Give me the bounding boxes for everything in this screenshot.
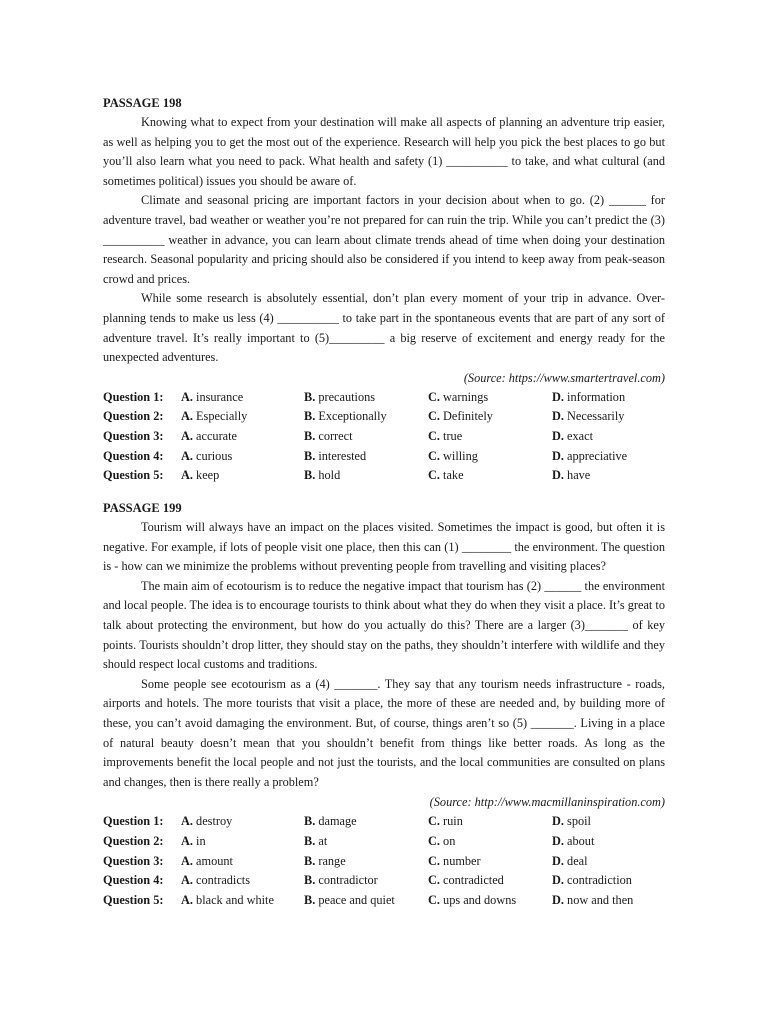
question-row: [103, 427, 662, 447]
option-d: D. Necessarily: [552, 409, 625, 424]
option-a: A. destroy: [181, 814, 233, 829]
option-b: B. at: [304, 833, 328, 848]
option-a: A. keep: [181, 468, 220, 483]
option-d: D. now and then: [552, 892, 634, 907]
question-label: Question 5:: [103, 468, 164, 483]
option-c: C. warnings: [428, 389, 489, 404]
question-label: Question 2:: [103, 409, 164, 424]
question-row: [103, 832, 662, 852]
source-citation: (Source: https://www.smartertravel.com): [463, 370, 665, 385]
option-b: B. interested: [304, 448, 367, 463]
question-label: Question 3:: [103, 853, 164, 868]
question-label: Question 2:: [103, 833, 164, 848]
question-row: [103, 891, 662, 911]
question-label: Question 5:: [103, 892, 164, 907]
option-d: D. about: [552, 833, 595, 848]
question-row: [103, 388, 662, 408]
option-a: A. accurate: [181, 428, 237, 443]
option-c: C. willing: [428, 448, 478, 463]
option-c: C. contradicted: [428, 873, 504, 888]
question-label: Question 4:: [103, 873, 164, 888]
passage-paragraph: The main aim of ecotourism is to reduce the negative impact that tourism has (2) ______ the environment and local people. The idea is to encourage tourists to think about what they do when they visit a place. It’s great to talk about protecting the environment, but how do you actually do this? There are a larger (3)_______ of key points. Tourists shouldn’t drop litter, they should stay on the paths, they shouldn’t interfere with wildlife and they should respect local customs and traditions.: [103, 578, 665, 672]
option-b: B. precautions: [304, 389, 376, 404]
option-c: C. true: [428, 428, 463, 443]
option-d: D. appreciative: [552, 448, 628, 463]
option-b: B. correct: [304, 428, 353, 443]
question-label: Question 1:: [103, 389, 164, 404]
question-row: [103, 447, 662, 467]
passage-198: [103, 93, 665, 486]
passage-paragraph: While some research is absolutely essential, don’t plan every moment of your trip in advance. Over-planning tends to make us less (4) __________ to take part in the spontaneous events that are part of any sort of adventure travel. It’s really important to (5)_________ a big reserve of excitement and energy ready for the unexpected adventures.: [103, 291, 665, 365]
option-d: D. have: [552, 468, 591, 483]
passage-paragraph: Climate and seasonal pricing are important factors in your decision about when to go. (2) ______ for adventure travel, bad weather or weather you’re not prepared for can ruin the trip. While you can’t predict the (3) __________ weather in advance, you can learn about climate trends ahead of time when doing your destination research. Seasonal popularity and pricing should also be considered if you intend to keep away from peak-season crowd and prices.: [103, 193, 665, 286]
option-d: D. deal: [552, 853, 588, 868]
option-b: B. contradictor: [304, 873, 378, 888]
option-a: A. in: [181, 833, 206, 848]
option-b: B. range: [304, 853, 346, 868]
option-a: A. insurance: [181, 389, 244, 404]
passage-paragraph: Knowing what to expect from your destination will make all aspects of planning an adventure trip easier, as well as helping you to get the most out of the experience. Research will help you pick the best places to go but you’ll also learn what you need to pack. What health and safety (1) __________ to take, and what cultural (and sometimes political) issues you should be aware of.: [103, 115, 665, 188]
passage-title: PASSAGE 199: [103, 501, 182, 515]
question-label: Question 1:: [103, 814, 164, 829]
option-b: B. damage: [304, 814, 357, 829]
option-a: A. curious: [181, 448, 233, 463]
option-c: C. on: [428, 833, 456, 848]
option-a: A. amount: [181, 853, 233, 868]
option-d: D. spoil: [552, 814, 591, 829]
option-c: C. take: [428, 468, 464, 483]
option-b: B. peace and quiet: [304, 892, 395, 907]
question-row: [103, 852, 662, 872]
option-a: A. Especially: [181, 409, 248, 424]
question-label: Question 4:: [103, 448, 164, 463]
option-c: C. ruin: [428, 814, 463, 829]
question-row: [103, 466, 662, 486]
question-row: [103, 407, 662, 427]
option-d: D. contradiction: [552, 873, 632, 888]
question-row: [103, 812, 662, 832]
option-d: D. exact: [552, 428, 593, 443]
question-label: Question 3:: [103, 428, 164, 443]
source-citation: (Source: http://www.macmillaninspiration.com): [429, 795, 665, 810]
question-table: [103, 388, 662, 486]
option-c: C. number: [428, 853, 481, 868]
option-a: A. black and white: [181, 892, 274, 907]
option-d: D. information: [552, 389, 626, 404]
question-row: [103, 871, 662, 891]
passage-paragraph: Some people see ecotourism as a (4) _______. They say that any tourism needs infrastructure - roads, airports and hotels. The more tourists that visit a place, the more of these are needed and, by building more of these, you can’t avoid damaging the environment. But, of course, things aren’t so (5) _______. Living in a place of natural beauty doesn’t mean that you shouldn’t benefit from things like better roads. As long as the improvements benefit the local people and not just the tourists, and the local communities are consulted on plans and changes, then is there really a problem?: [103, 676, 665, 789]
question-table: [103, 812, 662, 910]
passage-199: [103, 498, 665, 910]
passage-paragraph: Tourism will always have an impact on the places visited. Sometimes the impact is good, but often it is negative. For example, if lots of people visit one place, then this can (1) ________ the environment. The question is - how can we minimize the problems without preventing people from travelling and visiting places?: [103, 520, 665, 574]
passage-title: PASSAGE 198: [103, 96, 182, 110]
option-c: C. ups and downs: [428, 892, 517, 907]
option-b: B. Exceptionally: [304, 409, 387, 424]
option-b: B. hold: [304, 468, 341, 483]
option-a: A. contradicts: [181, 873, 250, 888]
option-c: C. Definitely: [428, 409, 493, 424]
